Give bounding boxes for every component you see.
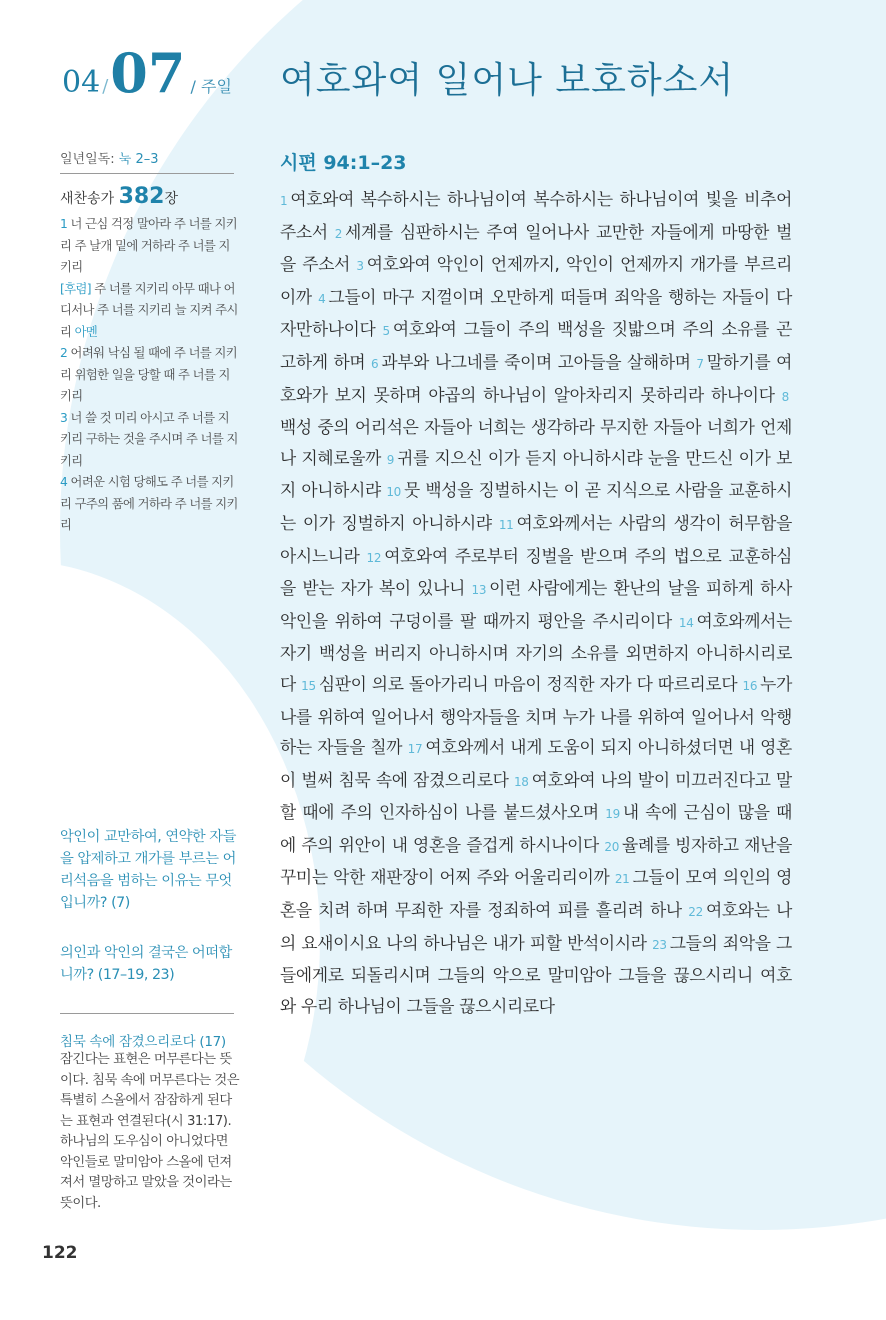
verse-number: 8 bbox=[781, 389, 789, 404]
verse-number: 3 bbox=[356, 259, 364, 274]
verse-number: 7 bbox=[696, 356, 704, 371]
verse-text: 여호와여 나의 발이 미끄러진다고 말할 때에 주의 인자하심이 나를 붙드셨사오며 bbox=[280, 769, 792, 823]
verse-text: 여호와께서는 자기 백성을 버리지 아니하시며 자기의 소유를 외면하지 아니하시리로다 bbox=[280, 610, 792, 694]
date-month: 04 bbox=[62, 65, 101, 100]
date-slash: / bbox=[102, 76, 109, 97]
verse-number: 17 bbox=[407, 742, 423, 757]
verse-number: 6 bbox=[371, 356, 379, 371]
verse-text: 세계를 심판하시는 주여 일어나사 교만한 자들에게 마땅한 벌을 주소서 bbox=[280, 221, 792, 275]
passage-body bbox=[280, 184, 792, 1021]
hymn-verse bbox=[60, 214, 238, 279]
page-title: 여호와여 일어나 보호하소서 bbox=[280, 60, 735, 101]
verse-number: 22 bbox=[688, 905, 703, 920]
date-weekday: / 주일 bbox=[190, 77, 232, 96]
date-day: 07 bbox=[110, 41, 186, 105]
verse-text: 여호와여 그들이 주의 백성을 짓밟으며 주의 소유를 곤고하게 하며 bbox=[280, 319, 792, 372]
question-1: 악인이 교만하여, 연약한 자들을 압제하고 개가를 부르는 어리석음을 범하는 이유는 무엇입니까? (7) bbox=[60, 829, 236, 911]
verse-number: 23 bbox=[652, 937, 667, 952]
verse-text: 백성 중의 어리석은 자들아 너희는 생각하라 무지한 자들아 너희가 언제나 지혜로울까 bbox=[280, 417, 792, 468]
verse-number: 16 bbox=[742, 678, 758, 693]
verse-text: 과부와 나그네를 죽이며 고아들을 살해하며 bbox=[381, 351, 691, 372]
verse-text: 뭇 백성을 징벌하시는 이 곧 지식으로 사람을 교훈하시는 이가 징벌하지 아니하시랴 bbox=[280, 480, 792, 533]
verse-number: 14 bbox=[678, 615, 694, 630]
hymn-verse-text: 어려운 시험 당해도 주 너를 지키리 구주의 품에 거하라 주 너를 지키리 bbox=[60, 475, 238, 532]
hymn-chorus bbox=[60, 279, 238, 344]
hymn-label: 새찬송가 bbox=[60, 191, 115, 207]
verse-number: 12 bbox=[366, 550, 382, 565]
verse-text: 그들이 마구 지껄이며 오만하게 떠들며 죄악을 행하는 자들이 다 자만하나이다 bbox=[280, 286, 792, 340]
annual-reading-value: 눅 2–3 bbox=[118, 152, 159, 167]
annual-reading bbox=[60, 148, 159, 167]
verse-number: 20 bbox=[604, 839, 620, 854]
annual-reading-label: 일년일독: bbox=[60, 152, 115, 167]
verse-text: 여호와여 악인이 언제까지, 악인이 언제까지 개가를 부르리이까 bbox=[280, 254, 792, 307]
hymn-verse bbox=[60, 472, 238, 537]
hymn-verse-number: 2 bbox=[60, 346, 68, 360]
hymn-lyrics bbox=[60, 214, 238, 537]
hymn-chorus-tag: [후렴] bbox=[60, 281, 91, 296]
verse-text: 여호와는 나의 요새이시요 나의 하나님은 내가 피할 반석이시라 bbox=[280, 900, 792, 953]
page-number: 122 bbox=[42, 1243, 78, 1263]
passage-text bbox=[280, 184, 792, 1021]
verse-number: 21 bbox=[614, 872, 630, 887]
hymn-suffix: 장 bbox=[164, 191, 179, 207]
divider bbox=[60, 1013, 234, 1014]
verse-number: 9 bbox=[386, 452, 395, 467]
verse-text: 그들의 죄악을 그들에게로 되돌리시며 그들의 악으로 말미암아 그들을 끊으시리니 여호와 우리 하나님이 그들을 끊으시리로다 bbox=[280, 932, 792, 1016]
verse-text: 귀를 지으신 이가 듣지 아니하시랴 눈을 만드신 이가 보지 아니하시랴 bbox=[280, 447, 793, 501]
hymn-verse-text: 어려워 낙심 될 때에 주 너를 지키리 위험한 일을 당할 때 주 너를 지키리 bbox=[60, 346, 238, 403]
verse-text: 말하기를 여호와가 보지 못하며 야곱의 하나님이 알아차리지 못하리라 하나이다 bbox=[280, 351, 792, 405]
hymn-verse bbox=[60, 408, 238, 473]
verse-number: 2 bbox=[334, 226, 343, 241]
note-title: 침묵 속에 잠겼으리로다 (17) bbox=[60, 1034, 226, 1050]
verse-number: 18 bbox=[513, 774, 529, 789]
hymn-verse-number: 3 bbox=[60, 410, 68, 425]
verse-text: 율례를 빙자하고 재난을 꾸미는 악한 재판장이 어찌 주와 어울리리이까 bbox=[280, 834, 792, 888]
verse-number: 10 bbox=[386, 485, 401, 500]
hymn-verse-text: 너 근심 걱정 말아라 주 너를 지키리 주 날개 밑에 거하라 주 너를 지키리 bbox=[60, 217, 238, 274]
hymn-verse-text: 너 쓸 것 미리 아시고 주 너를 지키리 구하는 것을 주시며 주 너를 지키리 bbox=[60, 410, 238, 468]
verse-number: 5 bbox=[382, 324, 390, 339]
verse-number: 1 bbox=[280, 194, 288, 208]
verse-number: 11 bbox=[498, 517, 514, 532]
verse-number: 13 bbox=[471, 583, 487, 598]
hymn-chorus-text: 주 너를 지키리 아무 때나 어디서나 주 너를 지키리 늘 지켜 주시리 bbox=[60, 281, 238, 339]
verse-number: 4 bbox=[318, 291, 326, 306]
note-body: 잠긴다는 표현은 머무른다는 뜻이다. 침묵 속에 머무른다는 것은 특별히 스올에서 잠잠하게 된다는 표현과 연결된다(시 31:17). 하나님의 도우심이 아니었다면 악인들로 말미암아 스올에 던져져서 멸망하고 말았을 것이라는 뜻이다. bbox=[60, 1052, 240, 1211]
divider bbox=[60, 173, 234, 174]
verse-number: 15 bbox=[301, 678, 316, 693]
verse-text: 여호와께서 내게 도움이 되지 아니하셨더면 내 영혼이 벌써 침묵 속에 잠겼으리로다 bbox=[280, 737, 792, 790]
verse-text: 누가 나를 위하여 일어나서 행악자들을 치며 누가 나를 위하여 일어나서 악행하는 자들을 칠까 bbox=[280, 673, 792, 758]
verse-number: 19 bbox=[605, 807, 620, 822]
hymn-chorus-amen: 아멘 bbox=[74, 324, 98, 339]
verse-text: 심판이 의로 돌아가리니 마음이 정직한 자가 다 따르리로다 bbox=[318, 673, 738, 694]
hymn-number: 382 bbox=[118, 184, 165, 209]
hymn-verse-number: 4 bbox=[60, 475, 68, 489]
verse-text: 그들이 모여 의인의 영혼을 치려 하며 무죄한 자를 정죄하여 피를 흘리려 하나 bbox=[280, 867, 792, 921]
verse-text: 여호와여 주로부터 징벌을 받으며 주의 법으로 교훈하심을 받는 자가 복이 있나니 bbox=[280, 545, 792, 599]
hymn-heading bbox=[60, 184, 178, 209]
verse-text: 여호와께서는 사람의 생각이 허무함을 아시느니라 bbox=[280, 512, 792, 566]
hymn-verse-number: 1 bbox=[60, 217, 68, 231]
verse-text: 이런 사람에게는 환난의 날을 피하게 하사 악인을 위하여 구덩이를 팔 때까지 평안을 주시리이다 bbox=[280, 578, 792, 631]
question-2: 의인과 악인의 결국은 어떠합니까? (17–19, 23) bbox=[60, 945, 232, 983]
hymn-verse bbox=[60, 343, 238, 408]
date-header bbox=[62, 41, 232, 105]
verse-text: 내 속에 근심이 많을 때에 주의 위안이 내 영혼을 즐겁게 하시나이다 bbox=[280, 802, 792, 855]
passage-reference: 시편 94:1–23 bbox=[280, 152, 407, 174]
verse-text: 여호와여 복수하시는 하나님이여 복수하시는 하나님이여 빛을 비추어 주소서 bbox=[280, 189, 792, 242]
